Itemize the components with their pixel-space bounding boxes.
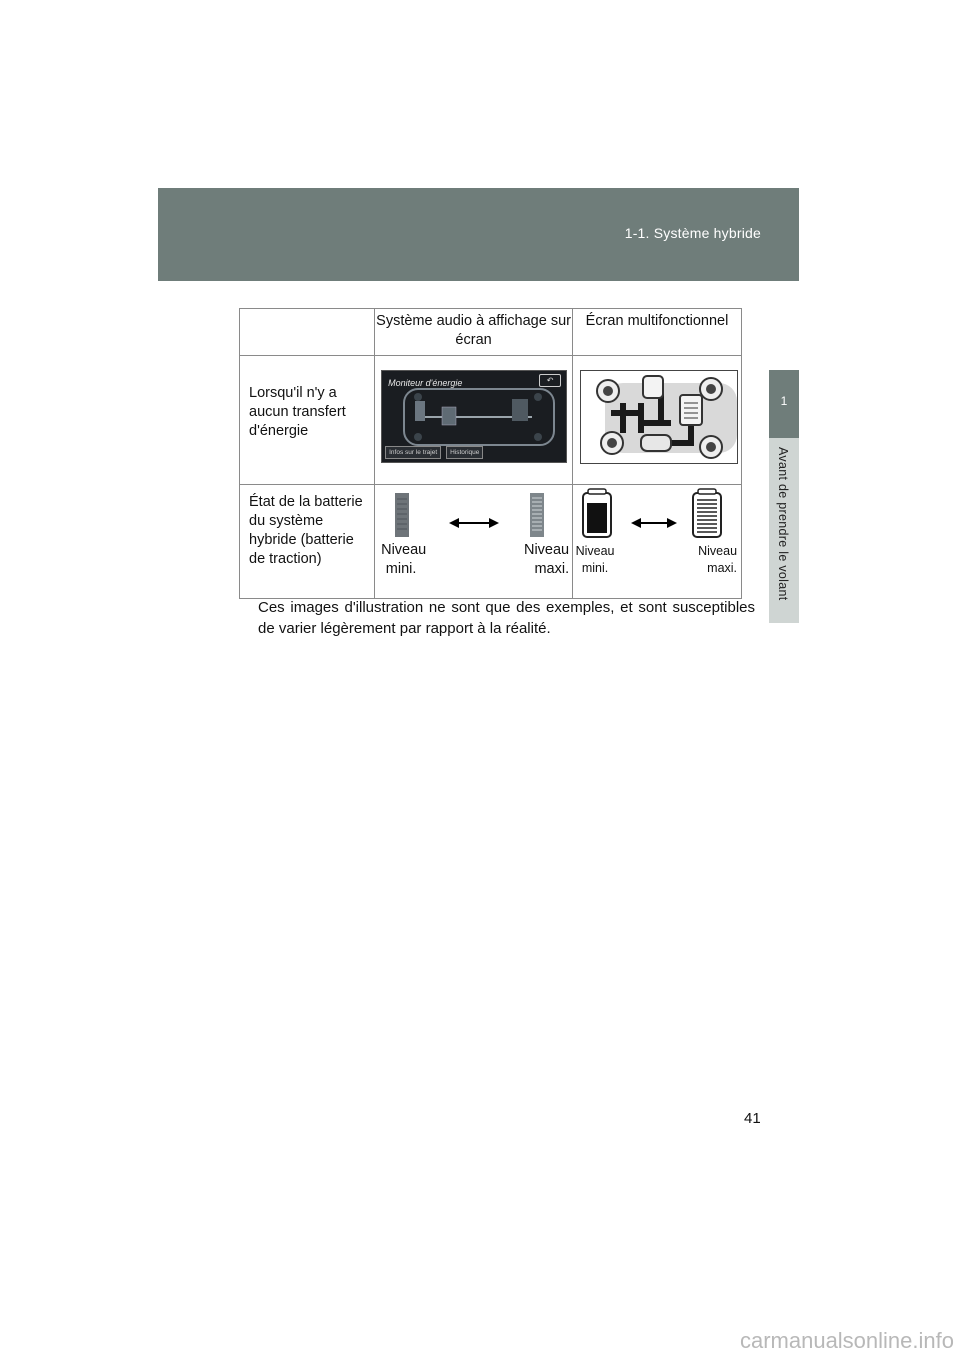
section-title: 1-1. Système hybride <box>624 225 761 241</box>
mfd-level-max: Niveau maxi. <box>698 544 738 575</box>
mfd-vehicle-diagram <box>581 371 737 463</box>
caption-note: Ces images d'illustration ne sont que des exemples, et sont susceptibles de varier légèrement par rapport à la réalité. <box>258 599 755 637</box>
col-header-audio-text: Système audio à affichage sur écran <box>376 313 571 348</box>
back-icon: ↶ <box>539 374 561 387</box>
audio-level-max: Niveau maxi. <box>523 542 570 577</box>
audio-battery-cell <box>375 485 573 599</box>
audio-level-min: Niveau mini. <box>381 542 427 577</box>
mfd-level-min: Niveau mini. <box>575 544 615 575</box>
energy-monitor-screen <box>381 370 567 463</box>
chapter-title: Avant de prendre le volant <box>776 447 790 601</box>
mfd-battery-cell <box>573 485 742 599</box>
tab-trip-info[interactable]: Infos sur le trajet <box>385 446 441 459</box>
chapter-tab <box>769 370 799 438</box>
col-header-audio <box>375 309 573 356</box>
energy-table <box>239 308 742 599</box>
row-label-battery-text: État de la batterie du système hybride (batterie de traction) <box>249 494 363 567</box>
mfd-energy-display <box>580 370 738 464</box>
screen-title: Moniteur d'énergie <box>388 378 463 388</box>
empty-header-cell <box>240 309 375 356</box>
tab-history[interactable]: Historique <box>446 446 483 459</box>
watermark[interactable]: carmanualsonline.info <box>739 1328 954 1353</box>
row-label-no-transfer <box>240 356 375 485</box>
header-band <box>158 188 799 281</box>
row-label-no-transfer-text: Lorsqu'il n'y a aucun transfert d'énergie <box>249 385 346 439</box>
audio-screen-cell <box>375 356 573 485</box>
page-number: 41 <box>744 1110 761 1127</box>
mfd-cell <box>573 356 742 485</box>
row-label-battery <box>240 485 375 599</box>
chapter-number: 1 <box>780 394 788 408</box>
col-header-mfd-text: Écran multifonctionnel <box>585 313 729 329</box>
col-header-mfd <box>573 309 742 356</box>
